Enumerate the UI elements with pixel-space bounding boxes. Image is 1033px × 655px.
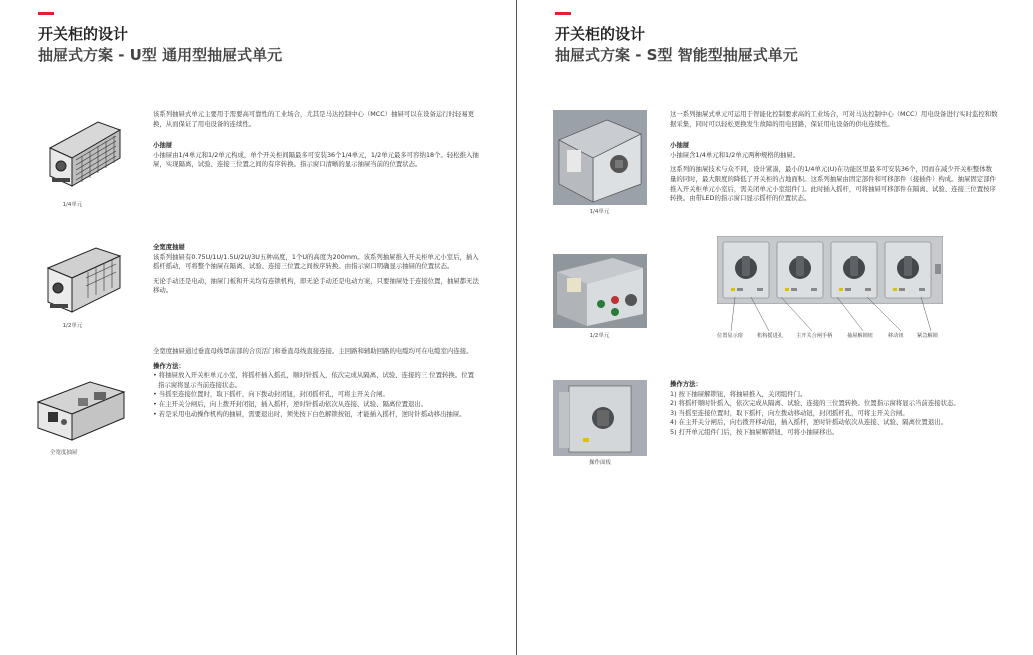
small-drawer-text: 小抽屉由1/4单元和1/2单元构成，单个开关柜间隔最多可安装36个1/4单元，1/2单元最多可容纳18个。轻松推入抽屉，实现隔离，试验、连接三位置之间的有序转换。指示窗口清晰的显示抽屉当前的位置状态。 — [153, 150, 479, 169]
technology-text: 这系列的抽屉技术与众不同，设计紧凑，最小的1/4单元(U)在功能区里最多可安装36个，因而在减少开关柜整体数量的同时，最大限度的降低了开关柜的占地面积。这系列抽屉由固定部件和可移部件（接插件）构成。抽屉固定部件推入开关柜单元小室后，需关闭单元小室组件门。此时插入摇杆，可将抽屉可移部件在隔离、试验、连接三位置按序转换。由带LED的指示窗口显示摇杆的位置状态。 — [670, 165, 996, 203]
operation-section — [670, 380, 998, 438]
small-drawer-text: 小抽屉含1/4单元和1/2单元两种规格的抽屉。 — [670, 150, 800, 159]
right-page — [517, 0, 1033, 655]
image-caption: 1/2单元 — [62, 323, 83, 329]
image-caption: 全宽度抽屉 — [50, 450, 78, 456]
operation-list — [670, 390, 998, 438]
list-item: 5) 打开单元组件门后，按下抽屉解锁钮，可将小抽屉移出。 — [670, 427, 839, 436]
operation-list — [153, 371, 479, 419]
list-item: • 将抽屉放入开关柜单元小室，将摇杆插入摇孔，顺时针摇入，依次完成从隔离、试验、连接的三 位置转换。位置指示窗将显示当前连接状态。 — [153, 371, 474, 389]
accent-bar — [38, 12, 54, 15]
intro-text: 该系列抽屉式单元主要用于需要高可靠性的工业场合，尤其是马达控制中心（MCC）抽屉可以在设备运行时轻易更换，从而保证了用电设备的连续性。 — [153, 110, 475, 128]
callout-label: 主开关合闸手柄 — [796, 333, 833, 339]
page-subtitle: 抽屉式方案 - U型 通用型抽屉式单元 — [38, 46, 283, 64]
intro-section — [153, 110, 479, 175]
list-item: • 当摇至连接位置时，取下摇杆，向下拨动封闭钮，封闭摇杆孔，可将主开关合闸。 — [153, 390, 389, 399]
full-width-drawer-image — [34, 378, 128, 446]
control-panel-image — [717, 236, 943, 304]
operation-panel-photo — [553, 380, 647, 456]
list-item: 1) 按下抽屉解锁钮，将抽屉推入，关闭组件门。 — [670, 389, 807, 398]
list-item: 4) 在主开关分闸后，向右拨开移动钮，插入摇杆，逆时针摇动依次从连接、试验、隔离位置退出。 — [670, 418, 947, 427]
operation-heading: 操作方法： — [153, 361, 185, 370]
list-item: 3) 当摇至连接位置时，取下摇杆，向左拨动移动钮，封闭摇杆孔，可将主开关合闸。 — [670, 408, 909, 417]
list-item: 2) 将摇杆顺时针摇入，依次完成从隔离、试验、连接的三位置转换。位置指示窗将显示当前连接状态。 — [670, 399, 960, 408]
callout-label: 位置显示窗 — [717, 333, 743, 339]
half-unit-photo — [553, 254, 647, 328]
interlock-text: 无论手动还是电动，抽屉门板和开关均有连锁机构，即无论手动还是电动方案，只要抽屉处于连接位置，抽屉都无法移动。 — [153, 276, 479, 295]
full-width-text: 该系列抽屉有0.75U/1U/1.5U/2U/3U五种高度，1个U的高度为200mm。该系列抽屉推入开关柜单元小室后，插入摇杆摇动，可将整个抽屉在隔离、试验、连接三位置之间按序转换。由指示窗口明确显示抽屉的位置状态。 — [153, 252, 479, 271]
intro-text: 这一系列抽屉式单元可运用于智能化控制要求高的工业场合，可对马达控制中心（MCC）用电设备进行实时监控和数据采集，同时可以轻松更换发生故障的用电回路，保证用电设备的供电连续性。 — [670, 110, 998, 128]
accent-bar — [555, 12, 571, 15]
image-caption: 操作面板 — [588, 460, 611, 466]
operation-section — [153, 347, 479, 419]
small-drawer-heading: 小抽屉 — [153, 141, 173, 150]
list-item: • 若是采用电动操作机构的抽屉，需要退出时，须先按下白色解锁按钮，才能插入摇杆，逆时针摇动移出抽屉。 — [153, 409, 466, 418]
small-drawer-heading: 小抽屉 — [670, 141, 690, 150]
image-caption: 1/4单元 — [589, 209, 610, 215]
callout-label: 机构摇进孔 — [757, 333, 783, 339]
page-title: 开关柜的设计 — [38, 25, 129, 43]
callout-label: 抽屉解锁钮 — [847, 333, 873, 339]
full-width-section — [153, 243, 479, 301]
quarter-unit-photo — [553, 110, 647, 205]
image-caption: 1/4单元 — [62, 202, 83, 208]
quarter-unit-drawer-image — [36, 108, 126, 198]
left-page — [0, 0, 516, 655]
callout-lines — [717, 295, 943, 332]
image-caption: 1/2单元 — [589, 333, 610, 339]
callout-label: 移动钮 — [888, 333, 904, 339]
half-unit-drawer-image — [36, 240, 126, 320]
operation-heading: 操作方法： — [670, 380, 702, 388]
full-width-heading: 全宽度抽屉 — [153, 243, 185, 251]
list-item: • 在主开关分闸后，向上拨开封闭钮，插入摇杆，逆时针摇动依次从连接、试验、隔离位置退出。 — [153, 399, 428, 408]
intro-section — [670, 110, 998, 209]
busbar-text: 全宽度抽屉通过垂直母线罩前部的合页活门和垂直母线直接连接。主回路和辅助回路的电缆均可在电缆室内连接。 — [153, 347, 473, 355]
callout-label: 紧急解锁 — [917, 333, 938, 339]
page-title: 开关柜的设计 — [555, 25, 646, 43]
page-subtitle: 抽屉式方案 - S型 智能型抽屉式单元 — [555, 46, 798, 64]
